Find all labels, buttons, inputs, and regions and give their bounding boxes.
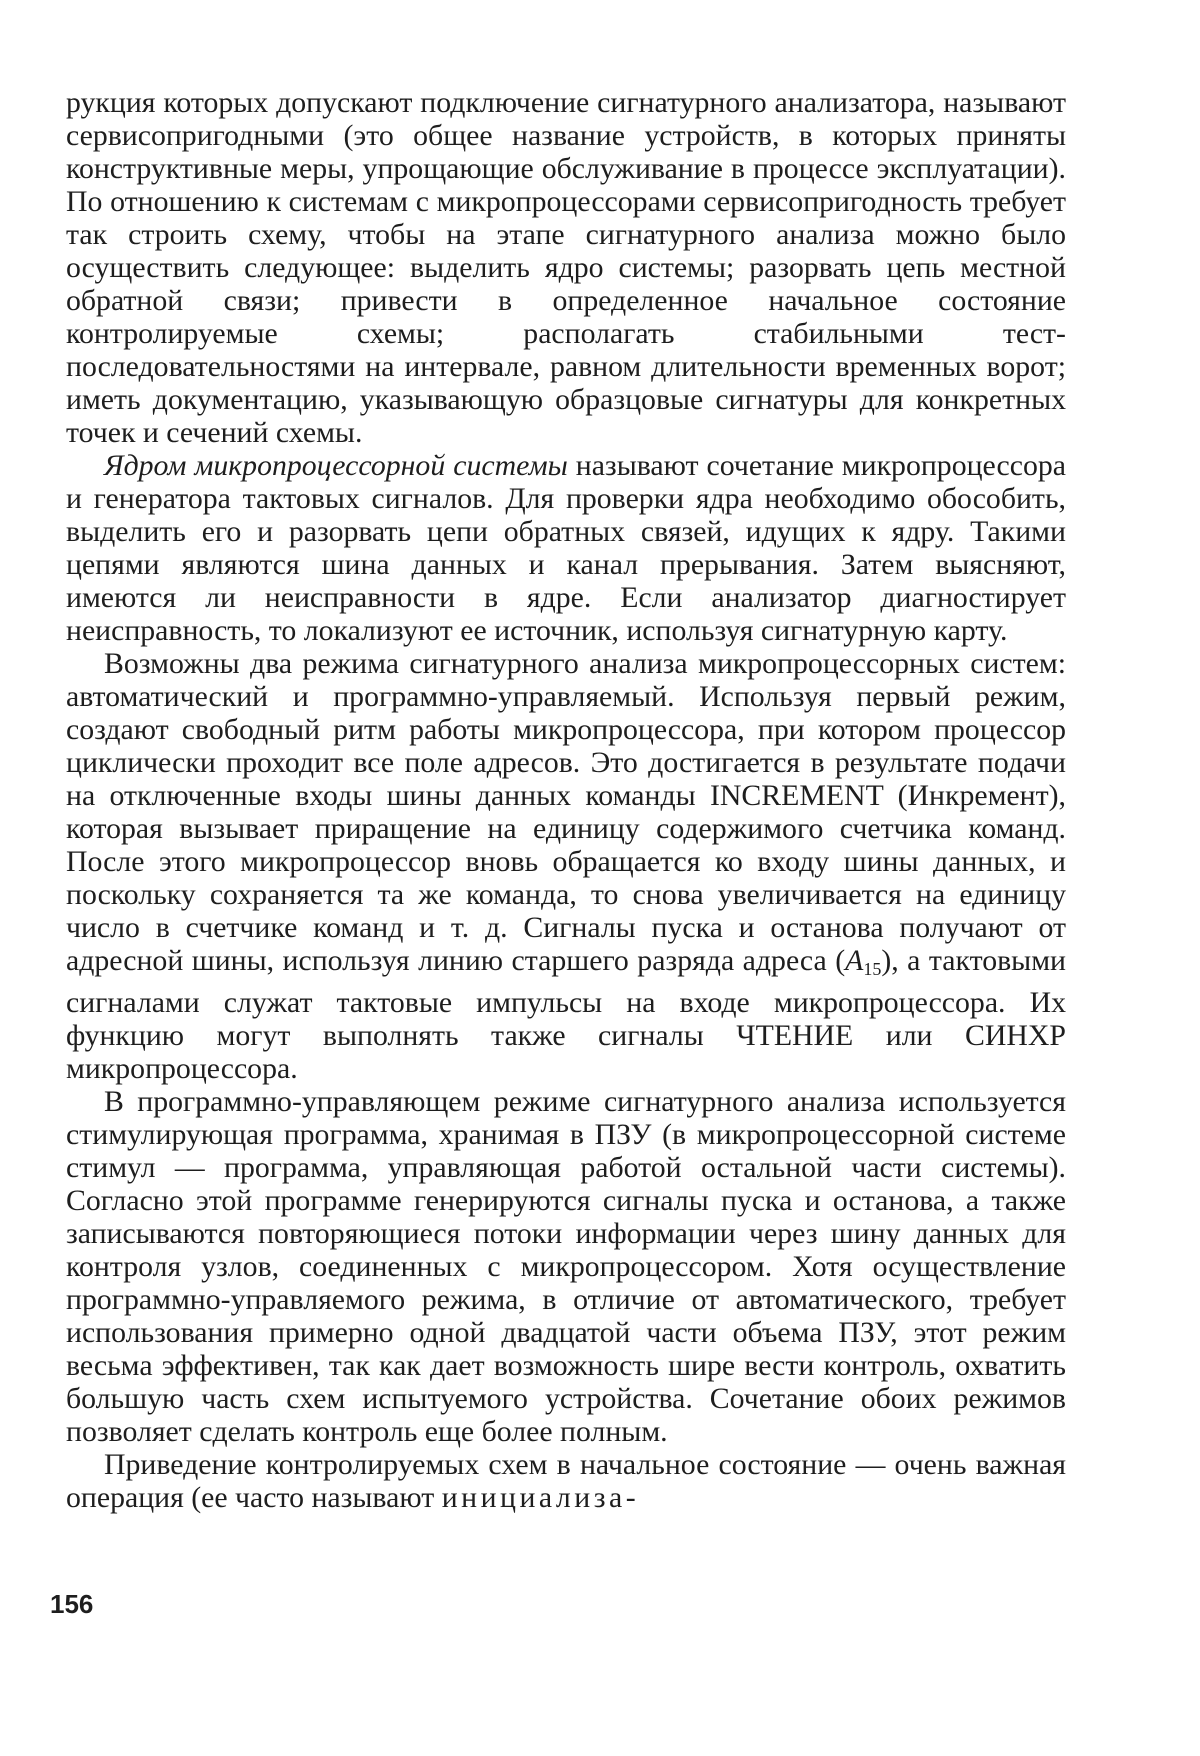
term-microprocessor-core: Ядром микропроцессорной системы bbox=[104, 449, 568, 482]
paragraph-serviceability: рукция которых допускают подключение сигнатурного анализатора, называют сервисопригодными (это общее название устройств, в которых приняты конструктивные меры, упрощающие обслуживание в процессе эксплуатации). По отношению к системам с микропроцессорами сервисопригодность требует так строить схему, чтобы на этапе сигнатурного анализа можно было осуществить следующее: выделить ядро системы; разорвать цепь местной обратной связи; привести в определенное начальное состояние контролируемые схемы; располагать стабильными тест-последовательностями на интервале, равном длительности временных ворот; иметь документацию, указывающую образцовые сигнатуры для конкретных точек и сечений схемы. bbox=[66, 86, 1066, 449]
paragraph-program-controlled-mode: В программно-управляющем режиме сигнатурного анализа используется стимулирующая программа, хранимая в ПЗУ (в микропроцессорной системе стимул — программа, управляющая работой остальной части системы). Согласно этой программе генерируются сигналы пуска и останова, а также записываются повторяющиеся потоки информации через шину данных для контроля узлов, соединенных с микропроцессором. Хотя осуществление программно-управляемого режима, в отличие от автоматического, требует использования примерно одной двадцатой части объема ПЗУ, этот режим весьма эффективен, так как дает возможность шире вести контроль, охватить большую часть схем испытуемого устройства. Сочетание обоих режимов позволяет сделать контроль еще более полным. bbox=[66, 1085, 1066, 1448]
paragraph-microprocessor-core bbox=[66, 449, 1066, 647]
paragraph-initialization-text: Приведение контролируемых схем в начальное состояние — очень важная операция (ее часто называют bbox=[66, 1448, 1066, 1514]
paragraph-modes-text: Возможны два режима сигнатурного анализа микропроцессорных систем: автоматический и программно-управляемый. Используя первый режим, создают свободный ритм работы микропроцессора, при котором процессор циклически проходит все поле адресов. Это достигается в результате подачи на отключенные входы шины данных команды INCREMENT (Инкремент), которая вызывает приращение на единицу содержимого счетчика команд. После этого микропроцессор вновь обращается ко входу шины данных, и поскольку сохраняется та же команда, то снова увеличивается на единицу число в счетчике команд и т. д. Сигналы пуска и останова получают от адресной шины, используя линию старшего разряда адреса ( bbox=[66, 647, 1066, 977]
paragraph-initialization bbox=[66, 1448, 1066, 1514]
paragraph-analysis-modes bbox=[66, 647, 1066, 1085]
page-number: 156 bbox=[50, 1589, 94, 1619]
term-initialization-spaced: инициализа- bbox=[441, 1481, 640, 1514]
paragraph-core-text: называют сочетание микропроцессора и генератора тактовых сигналов. Для проверки ядра необходимо обособить, выделить его и разорвать цепи обратных связей, идущих к ядру. Такими цепями являются шина данных и канал прерывания. Затем выясняют, имеются ли неисправности в ядре. Если анализатор диагностирует неисправность, то локализуют ее источник, используя сигнатурную карту. bbox=[66, 449, 1066, 647]
paragraph-modes-text-end: ), а тактовыми сигналами служат тактовые импульсы на входе микропроцессора. Их функцию могут выполнять также сигналы ЧТЕНИЕ или СИНХР микропроцессора. bbox=[66, 944, 1066, 1085]
page-text-body bbox=[66, 86, 1066, 1514]
address-subscript: 15 bbox=[863, 959, 882, 979]
address-symbol: A bbox=[845, 944, 864, 977]
